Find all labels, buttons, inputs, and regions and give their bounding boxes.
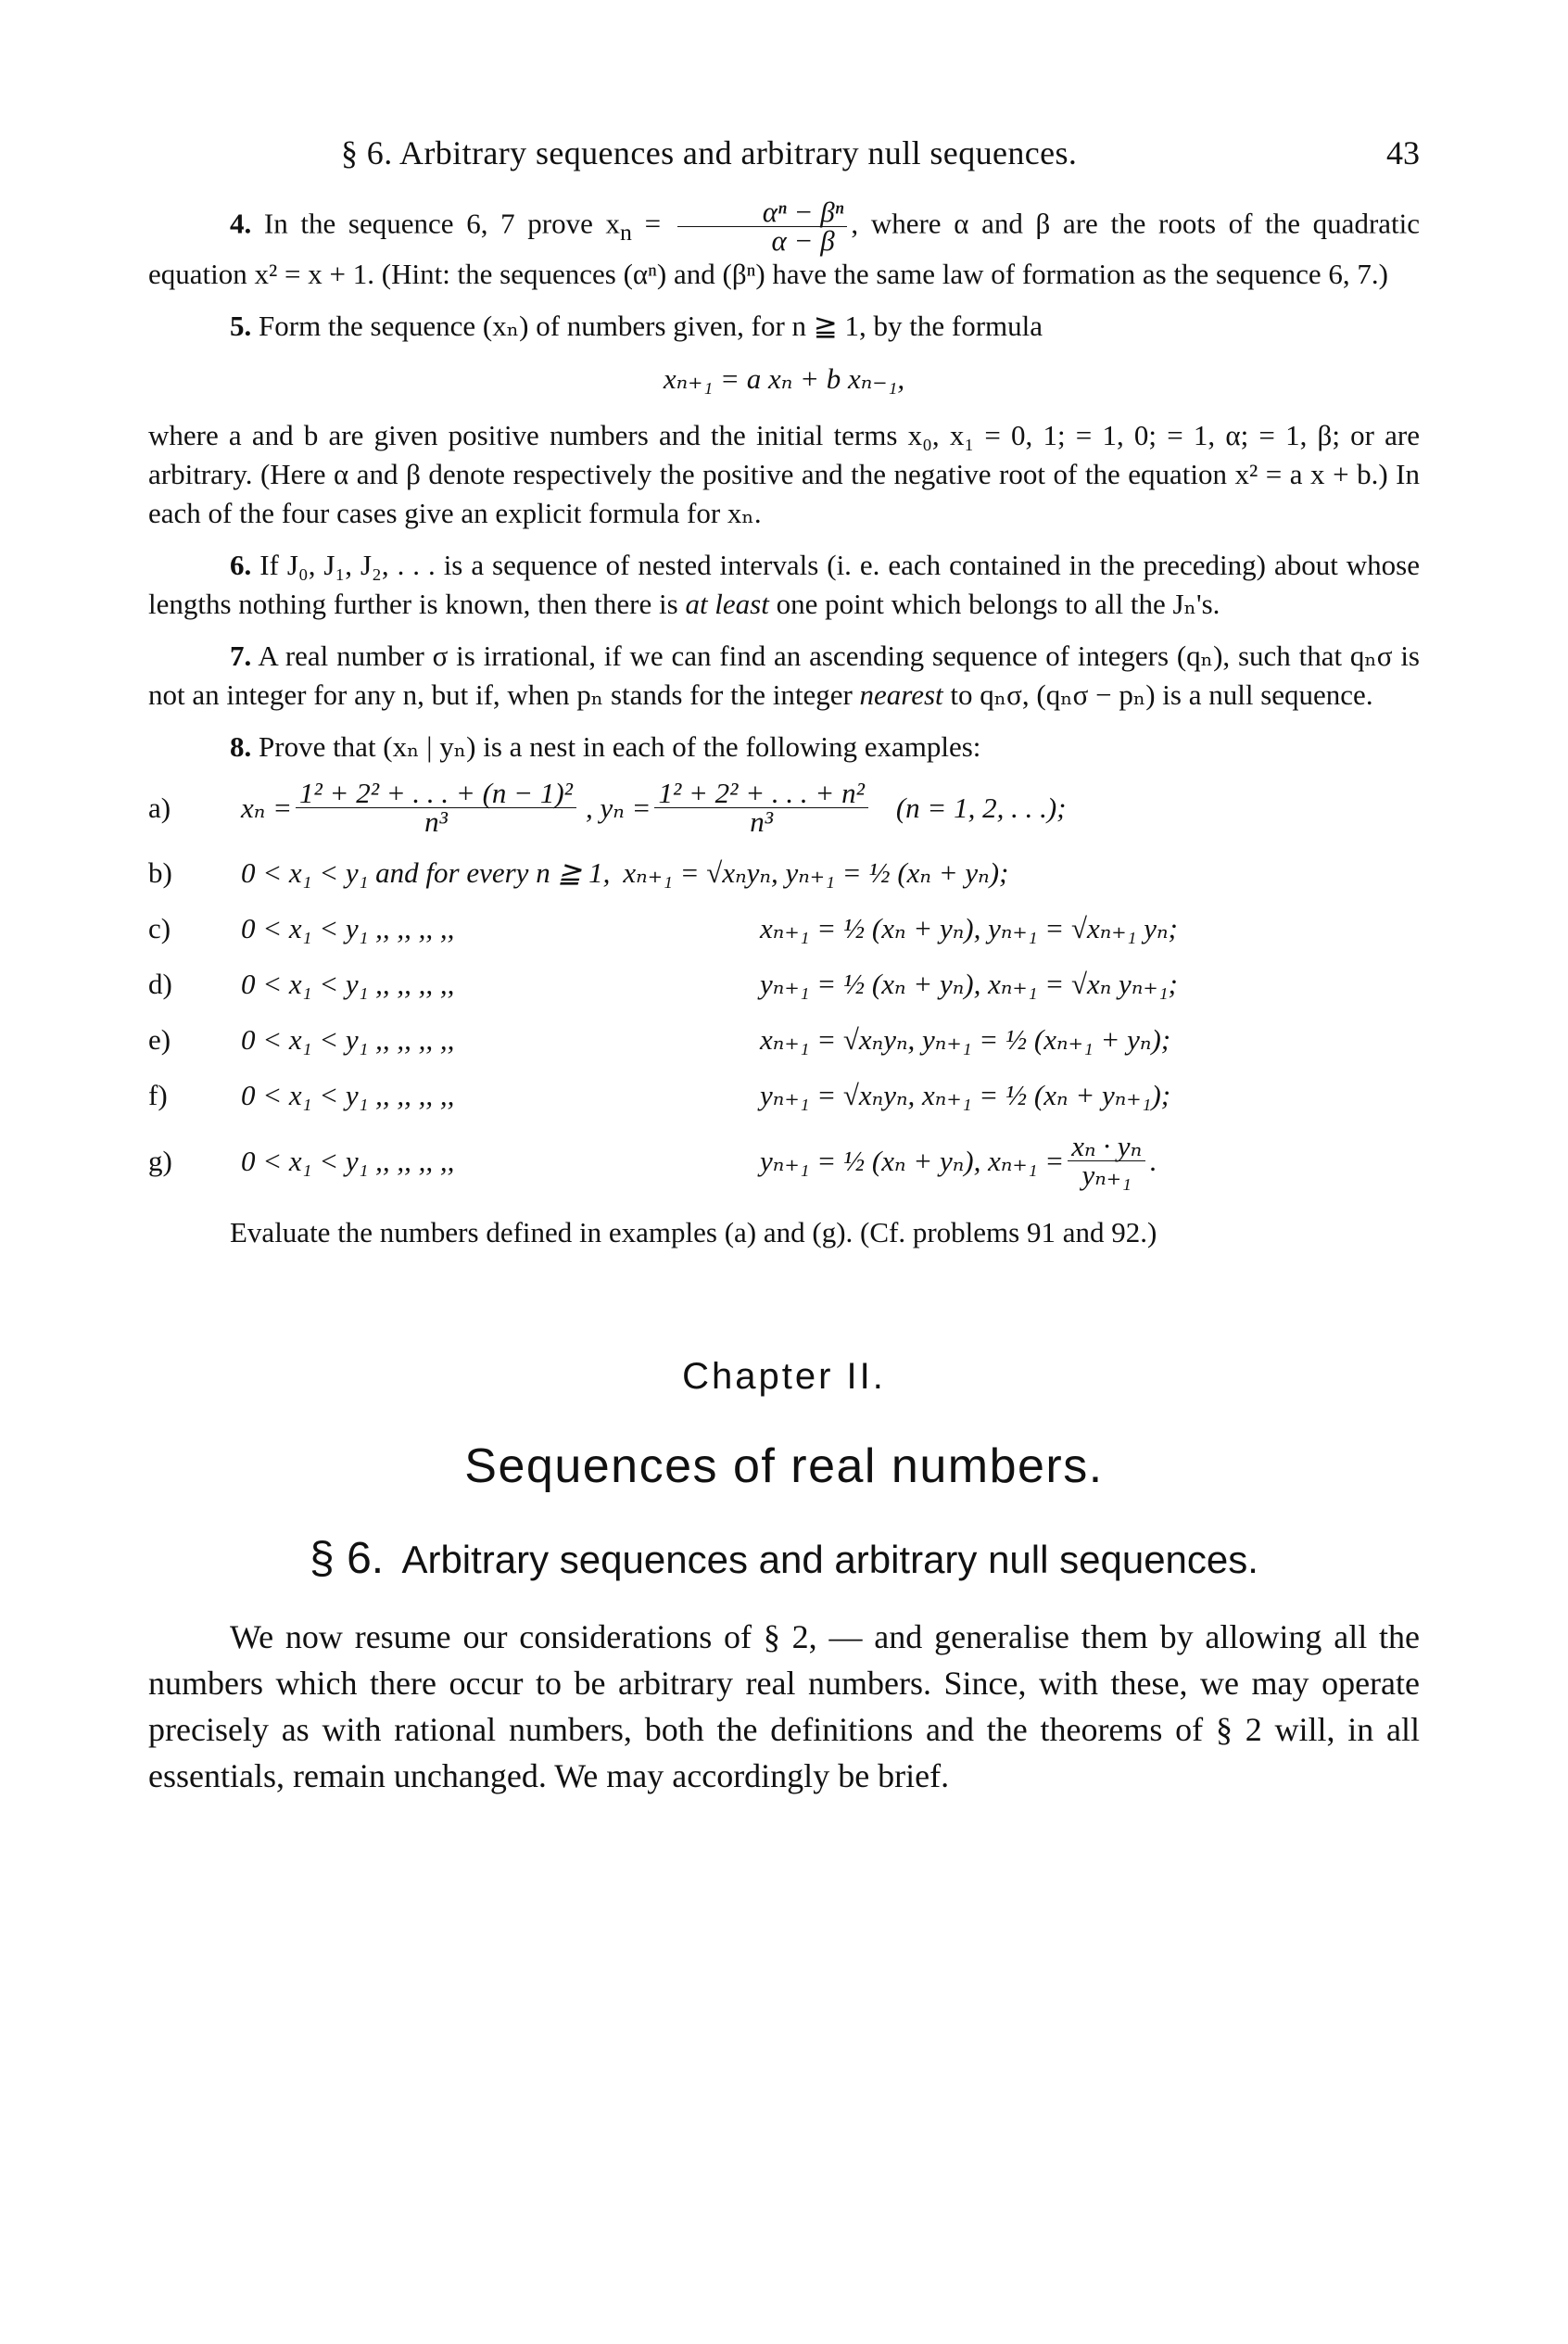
fraction-numerator: 1² + 2² + . . . + n² <box>654 779 867 808</box>
example-a <box>148 779 1420 836</box>
problem-text: one point which belongs to all the Jₙ's. <box>776 588 1220 620</box>
chapter-title: Sequences of real numbers. <box>464 1439 1104 1493</box>
example-f <box>148 1077 1420 1114</box>
fraction <box>296 779 576 836</box>
example-relation: xₙ₊₁ = √xₙyₙ, yₙ₊₁ = ½ (xₙ₊₁ + yₙ); <box>760 1023 1171 1056</box>
fraction-denominator: α − β <box>771 224 835 257</box>
example-relation: xₙ₊₁ = ½ (xₙ + yₙ), yₙ₊₁ = √xₙ₊₁ yₙ; <box>760 912 1178 944</box>
section-symbol: § 6. <box>310 1534 385 1583</box>
problem-number: 6. <box>230 549 252 581</box>
running-title: § 6. Arbitrary sequences and arbitrary null sequences. <box>341 134 1078 171</box>
problem-number: 8. <box>230 730 252 763</box>
section-heading <box>148 1533 1420 1584</box>
example-condition: 0 < x₁ < y₁ and for every n ≧ 1, <box>241 856 611 889</box>
example-relation: yₙ₊₁ = √xₙyₙ, xₙ₊₁ = ½ (xₙ + yₙ₊₁); <box>760 1079 1171 1111</box>
problem-text: Form the sequence (xₙ) of numbers given, for n ≧ 1, by the formula <box>259 310 1043 342</box>
example-label: e) <box>148 1023 171 1056</box>
example-condition: 0 < x₁ < y₁ ,, ,, ,, ,, <box>241 968 455 1000</box>
example-list <box>148 779 1420 1189</box>
problem-text: Prove that (xₙ | yₙ) is a nest in each of the following examples: <box>259 730 981 763</box>
example-b <box>148 855 1420 892</box>
example-label: f) <box>148 1079 168 1111</box>
fraction <box>1068 1130 1145 1191</box>
example-label: g) <box>148 1144 172 1177</box>
page <box>148 130 1420 1832</box>
running-header <box>148 130 1420 185</box>
section-title: Arbitrary sequences and arbitrary null sequences. <box>401 1538 1258 1581</box>
chapter-number: Chapter II. <box>682 1356 886 1397</box>
emphasis: nearest <box>859 678 943 711</box>
emphasis: at least <box>685 588 769 620</box>
example-tail: (n = 1, 2, . . .); <box>895 791 1067 824</box>
problem-text: In the sequence 6, 7 prove x <box>263 207 621 240</box>
fraction-denominator: n³ <box>424 805 448 838</box>
fraction <box>677 198 848 255</box>
problem-number: 7. <box>230 640 252 672</box>
example-g <box>148 1130 1420 1191</box>
y-term: , yₙ = <box>585 791 651 824</box>
example-c <box>148 910 1420 947</box>
problem-number: 5. <box>230 310 252 342</box>
fraction-denominator: yₙ₊₁ <box>1081 1159 1132 1191</box>
problem-7 <box>148 637 1420 715</box>
problem-8 <box>148 728 1420 767</box>
example-condition: 0 < x₁ < y₁ ,, ,, ,, ,, <box>241 912 455 944</box>
subscript: n <box>620 218 632 246</box>
example-d <box>148 966 1420 1003</box>
example-relation: xₙ₊₁ = √xₙyₙ, yₙ₊₁ = ½ (xₙ + yₙ); <box>623 856 1009 889</box>
example-tail: . <box>1149 1144 1157 1177</box>
problem-text: A real number σ is irrational, if we can find an ascending sequence of integers (qₙ), such that qₙσ is not an integer for any n, but if, when pₙ stands for the integer <box>148 640 1420 711</box>
x-term: xₙ = <box>241 791 292 824</box>
example-e <box>148 1021 1420 1058</box>
example-label: d) <box>148 968 172 1000</box>
problem-5 <box>148 307 1420 346</box>
example-relation: yₙ₊₁ = ½ (xₙ + yₙ), xₙ₊₁ = <box>760 1144 1065 1177</box>
equals: = <box>631 207 674 240</box>
formula: xₙ₊₁ = a xₙ + b xₙ₋₁, <box>663 362 905 395</box>
problem-text: , where α and β are the roots of the quadratic equation x² = x + 1. (Hint: the sequences (αⁿ) and (βⁿ) have the same law of formation as the sequence 6, 7.) <box>148 207 1421 290</box>
page-number: 43 <box>1386 134 1420 171</box>
fraction <box>654 779 867 836</box>
problem-6 <box>148 546 1420 624</box>
problem-text: to qₙσ, (qₙσ − pₙ) is a null sequence. <box>950 678 1373 711</box>
fraction-numerator: xₙ · yₙ <box>1068 1133 1145 1161</box>
problem-text: If J₀, J₁, J₂, . . . is a sequence of nested intervals (i. e. each contained in the preceding) about whose lengths nothing further is known, then there is <box>148 549 1420 620</box>
fraction-denominator: n³ <box>750 805 774 838</box>
evaluate-note: Evaluate the numbers defined in examples (a) and (g). (Cf. problems 91 and 92.) <box>230 1216 1157 1248</box>
body-paragraph: We now resume our considerations of § 2, — and generalise them by allowing all the numbers which there occur to be arbitrary real numbers. Since, with these, we may operate precisely as with rational numbers, both the definitions and the theorems of § 2 will, in all essentials, remain unchanged. We may accordingly be brief. <box>148 1618 1420 1794</box>
example-label: c) <box>148 912 171 944</box>
example-condition: 0 < x₁ < y₁ ,, ,, ,, ,, <box>241 1023 455 1056</box>
example-relation: yₙ₊₁ = ½ (xₙ + yₙ), xₙ₊₁ = √xₙ yₙ₊₁; <box>760 968 1178 1000</box>
example-label: b) <box>148 856 172 889</box>
fraction-numerator: 1² + 2² + . . . + (n − 1)² <box>296 779 576 808</box>
fraction-numerator: αⁿ − βⁿ <box>677 198 848 227</box>
problem-4 <box>148 198 1420 294</box>
example-label: a) <box>148 791 171 824</box>
problem-5-continuation: where a and b are given positive numbers and the initial terms x₀, x₁ = 0, 1; = 1, 0; = 1, α; = 1, β; or are arbitrary. (Here α and β denote respectively the positive and the negative root of the equation x² = a x + b.) In each of the four cases give an explicit formula for xₙ. <box>148 419 1420 529</box>
example-condition: 0 < x₁ < y₁ ,, ,, ,, ,, <box>241 1079 455 1111</box>
problem-number: 4. <box>230 207 252 240</box>
example-condition: 0 < x₁ < y₁ ,, ,, ,, ,, <box>241 1144 455 1177</box>
